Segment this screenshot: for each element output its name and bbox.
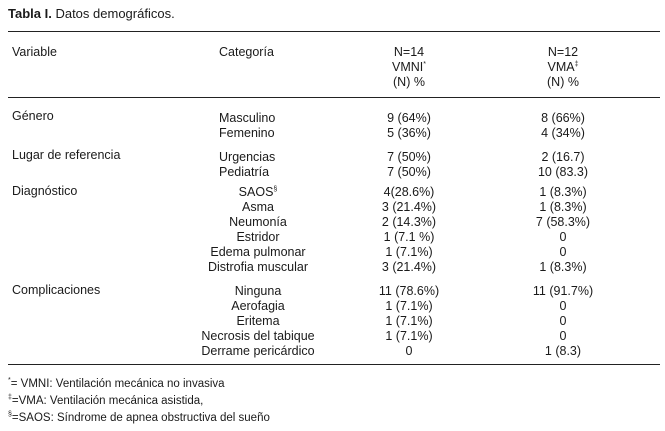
header-n14-mark: * [423,61,426,68]
categoria-cell: Neumonía [229,215,287,229]
header-n12-count: N=12 [547,45,579,59]
footnote-text: = VMNI: Ventilación mecánica no invasiva [10,378,225,390]
vmni-cell: 1 (7.1 %) [383,230,435,244]
header-n14-label: VMNI [392,60,424,74]
categoria-cell: Aerofagia [231,299,285,313]
vmni-cell: 0 [405,344,413,358]
categoria-cell: Masculino [219,111,276,125]
header-n12-unit: (N) % [547,75,579,89]
categoria-cell: Urgencias [219,150,276,164]
footnote [8,411,270,425]
categoria-cell: Asma [242,200,274,214]
vmni-cell: 7 (50%) [387,150,431,164]
vmni-cell: 3 (21.4%) [381,260,437,274]
vma-cell: 0 [559,230,567,244]
variable-genero: Género [12,109,54,123]
table-caption [8,6,175,21]
vmni-cell: 1 (7.1%) [385,245,433,259]
vma-cell: 1 (8.3) [544,344,582,358]
vma-cell: 2 (16.7) [541,150,585,164]
vmni-cell: 2 (14.3%) [381,215,437,229]
bottom-rule [8,364,660,365]
header-n14-unit: (N) % [393,75,425,89]
vma-cell: 4 (34%) [541,126,585,140]
vma-cell: 1 (8.3%) [539,185,587,199]
vma-cell: 1 (8.3%) [539,260,587,274]
top-rule [8,31,660,32]
categoria-cell: Estridor [236,230,280,244]
footnote [8,394,203,408]
categoria-cell: Edema pulmonar [210,245,306,259]
categoria-cell: Necrosis del tabique [201,329,315,343]
vmni-cell: 3 (21.4%) [381,200,437,214]
vma-cell: 8 (66%) [541,111,585,125]
variable-diagnostico: Diagnóstico [12,184,78,198]
header-n12-mark: ‡ [574,61,579,68]
footnote-mark: § [8,411,12,418]
header-categoria: Categoría [219,45,274,59]
categoria-cell: Ninguna [234,284,282,298]
table-caption-label: Tabla I. [8,6,52,21]
variable-lugar: Lugar de referencia [12,148,121,162]
header-n14-count: N=14 [393,45,425,59]
vma-cell: 7 (58.3%) [535,215,591,229]
footnote-mark: * [8,377,11,384]
table-caption-title: Datos demográficos. [55,6,175,21]
categoria-cell: Distrofia muscular [207,260,309,274]
categoria-cell [193,184,323,200]
footnote [8,377,225,391]
vmni-cell: 1 (7.1%) [385,299,433,313]
vmni-cell: 5 (36%) [387,126,431,140]
categoria-cell: Eritema [236,314,280,328]
vma-cell: 1 (8.3%) [539,200,587,214]
vmni-cell: 9 (64%) [387,111,431,125]
categoria-cell: Pediatría [219,165,270,179]
header-rule [8,97,660,98]
vmni-cell: 1 (7.1%) [385,314,433,328]
categoria-text: SAOS [238,185,274,199]
variable-complicaciones: Complicaciones [12,283,101,297]
header-n12-group [506,59,620,75]
vma-cell: 11 (91.7%) [532,284,594,298]
categoria-cell: Femenino [219,126,275,140]
header-variable: Variable [12,45,57,59]
footnote-mark: ‡ [8,394,12,401]
vma-cell: 0 [559,314,567,328]
vmni-cell: 11 (78.6%) [378,284,440,298]
vmni-cell: 4(28.6%) [383,185,435,199]
header-n12-label: VMA [547,60,575,74]
footnote-mark: § [273,186,278,193]
vma-cell: 0 [559,299,567,313]
header-n14-group [352,59,466,75]
vma-cell: 0 [559,245,567,259]
footnote-text: =SAOS: Síndrome de apnea obstructiva del sueño [11,412,270,424]
footnote-text: =VMA: Ventilación mecánica asistida, [11,395,204,407]
categoria-cell: Derrame pericárdico [201,344,315,358]
vma-cell: 10 (83.3) [537,165,589,179]
vma-cell: 0 [559,329,567,343]
vmni-cell: 1 (7.1%) [385,329,433,343]
vmni-cell: 7 (50%) [387,165,431,179]
